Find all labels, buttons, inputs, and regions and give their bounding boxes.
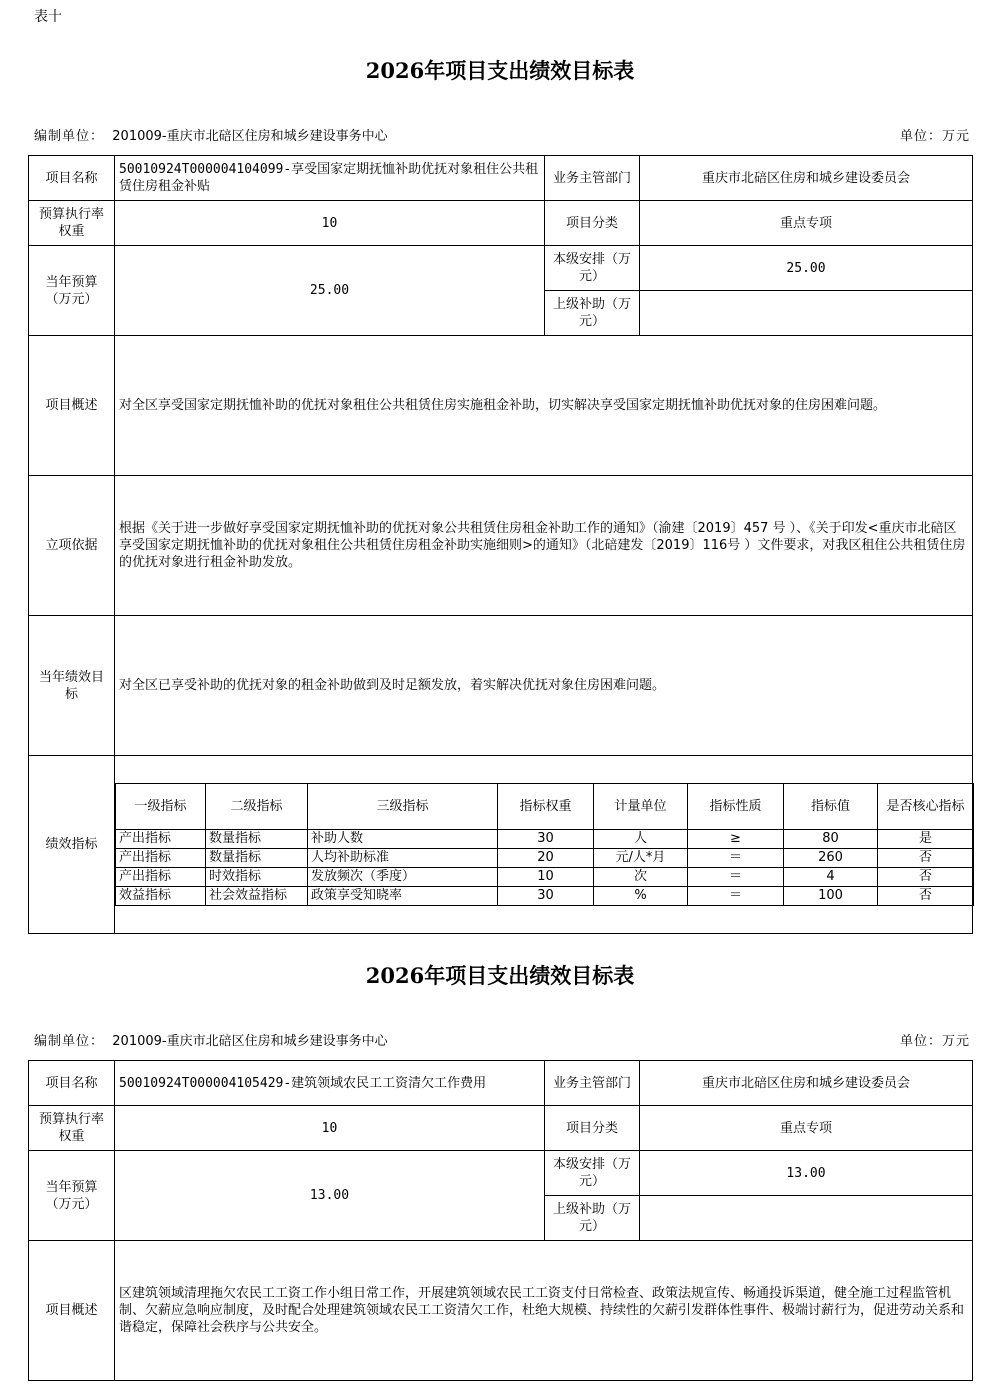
indicator-core: 否 xyxy=(878,868,974,887)
local-label: 本级安排（万元） xyxy=(545,1151,640,1196)
budget-value: 25.00 xyxy=(115,246,545,336)
indicator-row xyxy=(116,868,974,887)
category-label: 项目分类 xyxy=(545,201,640,246)
indicator-header: 三级指标 xyxy=(308,784,498,830)
indicator-unit: 元/人*月 xyxy=(594,849,688,868)
table1-grid xyxy=(28,155,973,934)
row-goal xyxy=(29,616,973,756)
compile-unit-value: 201009-重庆市北碚区住房和城乡建设事务中心 xyxy=(112,1034,388,1049)
weight-value: 10 xyxy=(115,1106,545,1151)
overview-label: 项目概述 xyxy=(29,336,115,476)
local-label: 本级安排（万元） xyxy=(545,246,640,291)
indicator-header: 指标性质 xyxy=(688,784,784,830)
indicator-value: 100 xyxy=(784,887,878,906)
table2-title: 2026年项目支出绩效目标表 xyxy=(365,963,635,988)
overview-label: 项目概述 xyxy=(29,1241,115,1381)
indicator-level2: 数量指标 xyxy=(206,849,308,868)
unit-label: 单位：万元 xyxy=(899,129,970,144)
dept-label: 业务主管部门 xyxy=(545,1061,640,1106)
indicator-value: 4 xyxy=(784,868,878,887)
indicator-unit: 次 xyxy=(594,868,688,887)
indicator-label: 绩效指标 xyxy=(29,756,115,934)
dept-label: 业务主管部门 xyxy=(545,156,640,201)
indicator-level3: 补助人数 xyxy=(308,830,498,849)
category-label: 项目分类 xyxy=(545,1106,640,1151)
indicator-level3: 发放频次（季度） xyxy=(308,868,498,887)
indicator-level2: 数量指标 xyxy=(206,830,308,849)
indicator-header: 指标值 xyxy=(784,784,878,830)
local-value: 13.00 xyxy=(640,1151,973,1196)
indicator-level2: 社会效益指标 xyxy=(206,887,308,906)
row-project-name xyxy=(29,156,973,201)
indicator-value: 260 xyxy=(784,849,878,868)
dept-value: 重庆市北碚区住房和城乡建设委员会 xyxy=(640,156,973,201)
row-project-name xyxy=(29,1061,973,1106)
row-weight xyxy=(29,1106,973,1151)
upper-label: 上级补助（万元） xyxy=(545,1196,640,1241)
local-value: 25.00 xyxy=(640,246,973,291)
compile-unit-label: 编制单位： xyxy=(34,1034,105,1049)
category-value: 重点专项 xyxy=(640,201,973,246)
indicator-header: 计量单位 xyxy=(594,784,688,830)
row-overview xyxy=(29,336,973,476)
row-weight xyxy=(29,201,973,246)
indicator-header: 是否核心指标 xyxy=(878,784,974,830)
weight-label: 预算执行率权重 xyxy=(29,1106,115,1151)
compile-unit-label: 编制单位： xyxy=(34,129,105,144)
weight-value: 10 xyxy=(115,201,545,246)
indicator-nature: ≥ xyxy=(688,830,784,849)
unit-label: 单位：万元 xyxy=(899,1034,970,1049)
table2-grid xyxy=(28,1060,973,1381)
indicator-level1: 产出指标 xyxy=(116,868,206,887)
upper-value xyxy=(640,291,973,336)
indicator-level3: 政策享受知晓率 xyxy=(308,887,498,906)
indicator-weight: 20 xyxy=(498,849,594,868)
goal-value: 对全区已享受补助的优抚对象的租金补助做到及时足额发放，着实解决优抚对象住房困难问题。 xyxy=(115,616,973,756)
indicator-value: 80 xyxy=(784,830,878,849)
upper-label: 上级补助（万元） xyxy=(545,291,640,336)
indicator-core: 否 xyxy=(878,887,974,906)
indicator-row xyxy=(116,830,974,849)
table1-title: 2026年项目支出绩效目标表 xyxy=(365,58,635,83)
indicator-cell xyxy=(115,756,973,934)
row-budget xyxy=(29,1151,973,1196)
budget-label: 当年预算（万元） xyxy=(29,1151,115,1241)
project-name-value: 50010924T000004105429-建筑领域农民工工资清欠工作费用 xyxy=(115,1061,545,1106)
indicator-level1: 效益指标 xyxy=(116,887,206,906)
project-name-label: 项目名称 xyxy=(29,156,115,201)
indicator-weight: 10 xyxy=(498,868,594,887)
overview-value: 对全区享受国家定期抚恤补助的优抚对象租住公共租赁住房实施租金补助，切实解决享受国家定期抚恤补助优抚对象的住房困难问题。 xyxy=(115,336,973,476)
indicator-header: 一级指标 xyxy=(116,784,206,830)
indicator-row xyxy=(116,887,974,906)
project-name-label: 项目名称 xyxy=(29,1061,115,1106)
basis-value: 根据《关于进一步做好享受国家定期抚恤补助的优抚对象公共租赁住房租金补助工作的通知》（渝建〔2019〕457 号 ）、《关于印发<重庆市北碚区享受国家定期抚恤补助的优抚对象租住公共租赁住房租金补助实施细则>的通知》（北碚建发〔2019〕116号 ）文件要求，对我区租住公共租赁住房的优抚对象进行租金补助发放。 xyxy=(115,476,973,616)
indicator-nature: ＝ xyxy=(688,849,784,868)
overview-value: 区建筑领域清理拖欠农民工工资工作小组日常工作，开展建筑领域农民工工资支付日常检查、政策法规宣传、畅通投诉渠道，健全施工过程监管机制、欠薪应急响应制度，及时配合处理建筑领域农民工工资清欠工作，杜绝大规模、持续性的欠薪引发群体性事件、极端讨薪行为，促进劳动关系和谐稳定，保障社会秩序与公共安全。 xyxy=(115,1241,973,1381)
indicator-weight: 30 xyxy=(498,887,594,906)
goal-label: 当年绩效目标 xyxy=(29,616,115,756)
indicator-core: 是 xyxy=(878,830,974,849)
page-label: 表十 xyxy=(34,9,62,25)
weight-label: 预算执行率权重 xyxy=(29,201,115,246)
budget-label: 当年预算（万元） xyxy=(29,246,115,336)
basis-label: 立项依据 xyxy=(29,476,115,616)
indicator-header: 二级指标 xyxy=(206,784,308,830)
indicator-header-row xyxy=(116,784,974,830)
indicator-unit: 人 xyxy=(594,830,688,849)
indicator-nature: ＝ xyxy=(688,887,784,906)
upper-value xyxy=(640,1196,973,1241)
compile-unit xyxy=(34,125,388,144)
indicator-level2: 时效指标 xyxy=(206,868,308,887)
indicator-nature: ＝ xyxy=(688,868,784,887)
compile-unit xyxy=(34,1030,388,1049)
category-value: 重点专项 xyxy=(640,1106,973,1151)
indicator-level1: 产出指标 xyxy=(116,849,206,868)
indicator-level3: 人均补助标准 xyxy=(308,849,498,868)
row-overview xyxy=(29,1241,973,1381)
indicator-table xyxy=(115,783,974,906)
row-indicators xyxy=(29,756,973,934)
indicator-unit: % xyxy=(594,887,688,906)
indicator-row xyxy=(116,849,974,868)
row-budget xyxy=(29,246,973,291)
dept-value: 重庆市北碚区住房和城乡建设委员会 xyxy=(640,1061,973,1106)
project-name-value: 50010924T000004104099-享受国家定期抚恤补助优抚对象租住公共租赁住房租金补贴 xyxy=(115,156,545,201)
indicator-level1: 产出指标 xyxy=(116,830,206,849)
indicator-weight: 30 xyxy=(498,830,594,849)
indicator-header: 指标权重 xyxy=(498,784,594,830)
indicator-core: 否 xyxy=(878,849,974,868)
compile-unit-value: 201009-重庆市北碚区住房和城乡建设事务中心 xyxy=(112,129,388,144)
row-basis xyxy=(29,476,973,616)
budget-value: 13.00 xyxy=(115,1151,545,1241)
